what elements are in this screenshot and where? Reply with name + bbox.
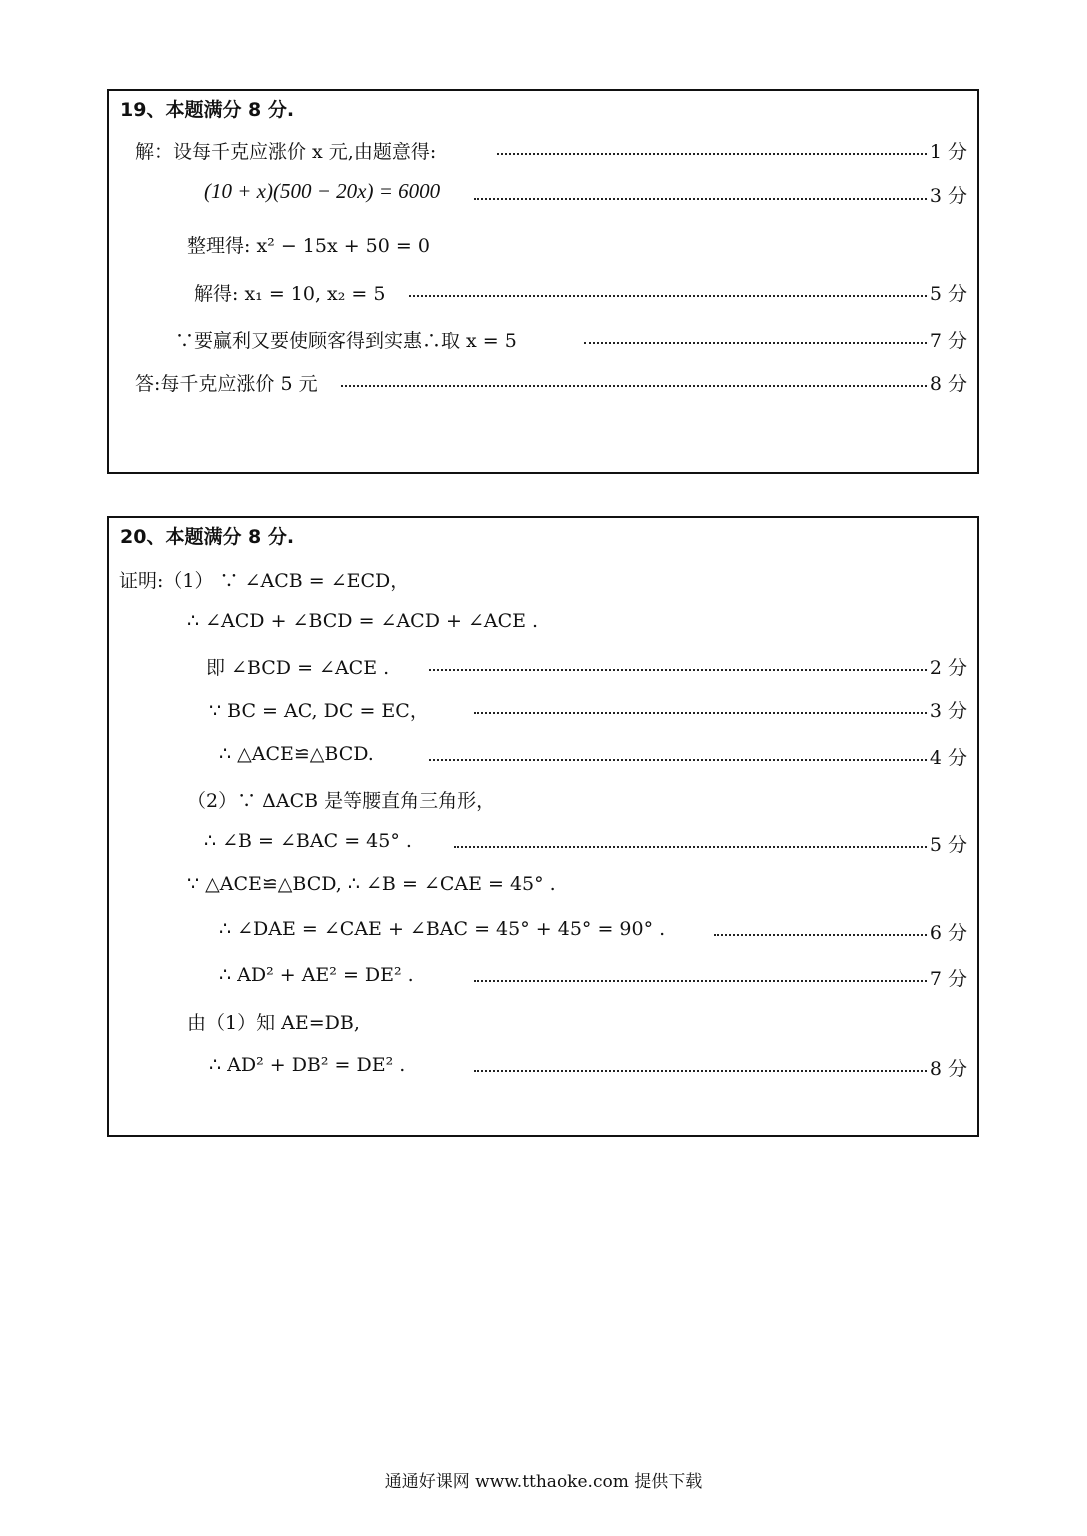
q20-score-4: 3 分 (929, 700, 967, 722)
q19-line-6: 答:每千克应涨价 5 元 (135, 373, 318, 395)
q19-leader-6 (341, 385, 927, 387)
q20-line-2: ∴ ∠ACD + ∠BCD = ∠ACD + ∠ACE . (187, 610, 539, 632)
q19-line-5: ∵要赢利又要使顾客得到实惠∴取 x = 5 (175, 330, 517, 352)
q20-leader-7 (454, 846, 927, 848)
q20-line-3: 即 ∠BCD = ∠ACE . (206, 657, 390, 679)
q20-leader-4 (474, 712, 927, 714)
q19-score-2: 3 分 (929, 185, 967, 207)
page-footer: 通通好课网 www.tthaoke.com 提供下载 (384, 1472, 703, 1492)
q20-score-3: 2 分 (929, 657, 967, 679)
q20-score-10: 7 分 (929, 968, 967, 990)
q19-line-4: 解得: x₁ = 10, x₂ = 5 (194, 283, 386, 305)
q19-leader-5 (584, 342, 927, 344)
q20-leader-5 (429, 759, 927, 761)
q19-score-1: 1 分 (929, 141, 967, 163)
q20-line-7: ∴ ∠B = ∠BAC = 45° . (204, 830, 412, 852)
q20-score-5: 4 分 (929, 747, 967, 769)
q20-line-5: ∴ △ACE≌△BCD. (219, 743, 374, 765)
q20-leader-9 (714, 934, 927, 936)
q20-score-12: 8 分 (929, 1058, 967, 1080)
q19-score-5: 7 分 (929, 330, 967, 352)
q19-line-2: (10 + x)(500 − 20x) = 6000 (204, 179, 441, 203)
q19-score-4: 5 分 (929, 283, 967, 305)
q19-line-3: 整理得: x² − 15x + 50 = 0 (187, 235, 430, 257)
q20-score-7: 5 分 (929, 834, 967, 856)
q19-line-1: 解：设每千克应涨价 x 元,由题意得: (135, 141, 437, 163)
question-19-box (107, 89, 979, 474)
q19-leader-4 (409, 295, 927, 297)
q19-leader-1 (497, 153, 927, 155)
question-20-title: 20、本题满分 8 分. (120, 526, 295, 548)
q20-line-10: ∴ AD² + AE² = DE² . (219, 964, 414, 986)
question-19-title: 19、本题满分 8 分. (120, 99, 295, 121)
q19-leader-2 (474, 198, 927, 200)
q20-line-9: ∴ ∠DAE = ∠CAE + ∠BAC = 45° + 45° = 90° . (219, 918, 666, 940)
q20-score-9: 6 分 (929, 922, 967, 944)
q20-line-11: 由（1）知 AE=DB, (187, 1012, 360, 1034)
q20-leader-12 (474, 1070, 927, 1072)
q19-score-6: 8 分 (929, 373, 967, 395)
q20-line-12: ∴ AD² + DB² = DE² . (209, 1054, 406, 1076)
q20-leader-3 (429, 669, 927, 671)
q20-line-1: 证明:（1） ∵ ∠ACB = ∠ECD， (119, 570, 410, 592)
question-20-box (107, 516, 979, 1137)
q20-line-8: ∵ △ACE≌△BCD, ∴ ∠B = ∠CAE = 45° . (187, 873, 556, 895)
q20-leader-10 (474, 980, 927, 982)
q20-line-4: ∵ BC = AC, DC = EC， (209, 700, 429, 722)
q20-line-6: （2）∵ ΔACB 是等腰直角三角形， (187, 790, 496, 812)
